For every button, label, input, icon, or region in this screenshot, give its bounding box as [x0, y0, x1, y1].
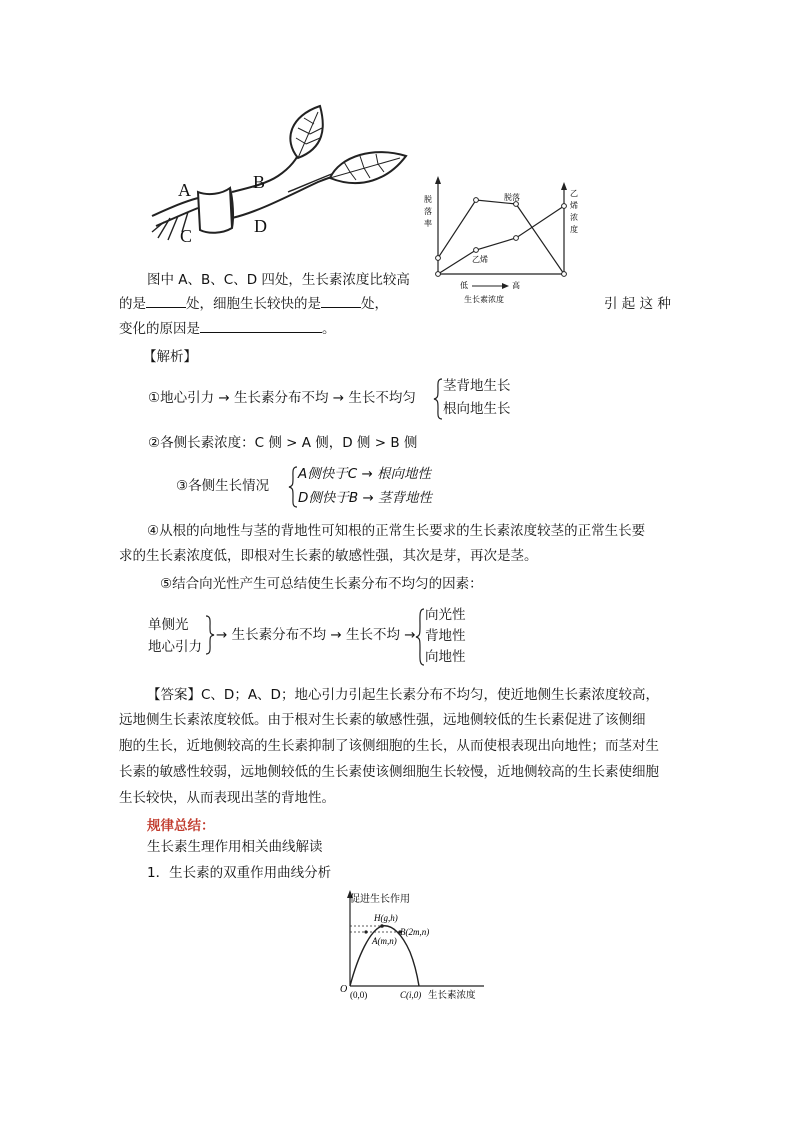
y-left-3: 率 [424, 219, 432, 228]
analysis-item-1-b1: 茎背地生长 [443, 378, 511, 394]
analysis-item-4-line-1: ④从根的向地性与茎的背地性可知根的正常生长要求的生长素浓度较茎的正常生长要 [147, 523, 646, 539]
outcome-3: 向地性 [425, 649, 466, 665]
blank-1[interactable] [146, 293, 186, 308]
answer-line-1: 【答案】C、D；A、D；地心引力引起生长素分布不均匀，使近地侧生长素浓度较高， [147, 687, 659, 703]
g2-origin-coord: (0,0) [350, 990, 368, 1000]
g2-ylabel: 促进生长作用 [350, 894, 410, 905]
analysis-item-3-b2: D侧快于B → 茎背地性 [298, 490, 433, 506]
label-b: B [253, 172, 266, 192]
g2-pt-h: H(g,h) [374, 913, 398, 923]
question-line-3 [119, 316, 336, 342]
question-line-2 [119, 291, 388, 317]
g2-pt-b: B(2m,n) [400, 927, 430, 937]
g2-xlabel: 生长素浓度 [428, 990, 476, 1001]
x-high: 高 [512, 281, 520, 290]
answer-line-5: 生长较快，从而表现出茎的背地性。 [119, 790, 335, 806]
y-left-2: 落 [424, 207, 432, 216]
answer-line-3: 胞的生长，近地侧较高的生长素抑制了该侧细胞的生长，从而使根表现出向地性；而茎对生 [119, 738, 659, 754]
outcome-1: 向光性 [425, 607, 466, 623]
analysis-item-2: ②各侧长素浓度：C 侧 > A 侧，D 侧 > B 侧 [148, 435, 418, 451]
label-tuoluo: 脱落 [504, 193, 520, 202]
brace-factors [205, 615, 215, 655]
outcome-2: 背地性 [425, 628, 466, 644]
q2-c: 处， [361, 296, 388, 312]
question-line-1: 图中 A、B、C、D 四处，生长素浓度比较高 [147, 272, 410, 288]
analysis-item-3: ③各侧生长情况 [176, 478, 270, 494]
analysis-item-4-line-2: 求的生长素浓度低，即根对生长素的敏感性强，其次是芽，再次是茎。 [119, 548, 538, 564]
summary-item-1: 1．生长素的双重作用曲线分析 [147, 865, 332, 881]
analysis-item-1-b2: 根向地生长 [443, 401, 511, 417]
analysis-item-3-b1: A侧快于C → 根向地性 [298, 466, 432, 482]
g2-origin: O [340, 984, 348, 995]
analysis-item-1: ①地心引力 → 生长素分布不均 → 生长不均匀 [148, 390, 416, 406]
analysis-title: 【解析】 [143, 349, 197, 365]
label-yixi: 乙烯 [472, 255, 488, 264]
brace-3 [288, 466, 298, 508]
answer-line-2: 远地侧生长素浓度较低。由于根对生长素的敏感性强，远地侧较低的生长素促进了该侧细 [119, 712, 646, 728]
summary-title: 规律总结： [147, 818, 215, 834]
y-right-4: 度 [570, 225, 578, 234]
factor-2: 地心引力 [148, 639, 202, 655]
x-label: 生长素浓度 [464, 295, 504, 304]
q2-b: 处，细胞生长较快的是 [186, 296, 321, 312]
factor-chain: → 生长素分布不均 → 生长不均 → [216, 627, 416, 643]
q3-b: 。 [322, 321, 336, 337]
q3-a: 变化的原因是 [119, 321, 200, 337]
y-left-1: 脱 [424, 195, 432, 204]
dual-effect-graph [336, 888, 496, 1006]
blank-3[interactable] [200, 318, 322, 333]
brace-1 [433, 378, 443, 420]
g2-pt-a: A(m,n) [372, 936, 397, 946]
analysis-item-5: ⑤结合向光性产生可总结使生长素分布不均匀的因素： [160, 576, 483, 592]
factor-1: 单侧光 [148, 617, 189, 633]
label-d: D [254, 216, 267, 236]
y-right-2: 烯 [570, 201, 578, 210]
summary-sub: 生长素生理作用相关曲线解读 [147, 839, 323, 855]
g2-pt-c: C(i,0) [400, 990, 422, 1000]
y-right-3: 浓 [570, 213, 578, 222]
label-a: A [178, 180, 191, 200]
q2-a: 的是 [119, 296, 146, 312]
y-right-1: 乙 [570, 189, 578, 198]
q2-d: 引 起 这 种 [604, 296, 671, 312]
plant-figure [148, 100, 410, 260]
label-c: C [180, 226, 193, 246]
blank-2[interactable] [321, 293, 361, 308]
x-low: 低 [460, 281, 468, 290]
brace-outcomes [415, 608, 425, 666]
abscission-graph [420, 170, 590, 310]
answer-line-4: 长素的敏感性较弱，远地侧较低的生长素使该侧细胞生长较慢，近地侧较高的生长素使细胞 [119, 764, 659, 780]
